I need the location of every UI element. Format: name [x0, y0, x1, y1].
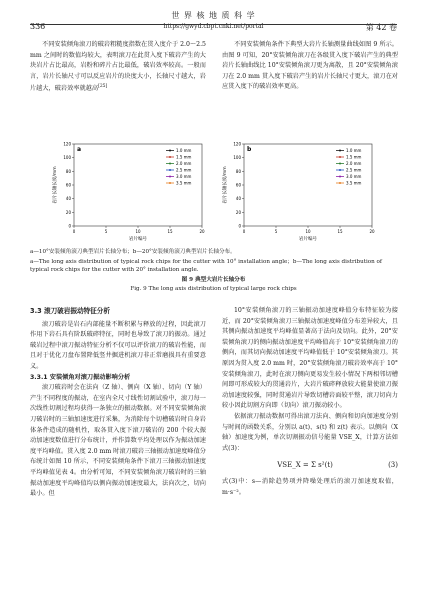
x-tick-label: 10	[135, 229, 141, 234]
legend-label: 3.0 mm	[176, 174, 192, 179]
y-axis-label: 岩片长轴长度/mm	[223, 166, 228, 204]
legend-label: 3.5 mm	[346, 180, 362, 186]
x-axis-label: 岩片编号	[299, 237, 317, 242]
legend-label: 1.0 mm	[346, 148, 362, 153]
formula-3	[222, 460, 398, 471]
y-tick-label: 60	[65, 182, 71, 188]
y-tick-label: 40	[65, 196, 71, 202]
legend-label: 3.5 mm	[176, 180, 192, 186]
journal-url[interactable]: https://gwyd.cbpt.cnki.net/portal	[163, 23, 264, 30]
legend-marker	[339, 182, 341, 184]
legend-marker	[169, 150, 171, 152]
header-rule	[30, 24, 397, 25]
legend-label: 3.0 mm	[346, 174, 362, 179]
formula-number: (3)	[388, 461, 398, 470]
x-axis-label: 岩片编号	[129, 237, 147, 242]
section-heading: 3.3 滚刀破岩振动特征分析	[30, 307, 110, 315]
section-paragraph-2: 滚刀破岩时会在法向（Z 轴）、侧向（X 轴）、切向（Y 轴）产生不同程度的振动，在室内全尺寸线性切割试验中，滚刀每一次线性切割过程均获得一条独立的振动数据。对不同安装倾角滚刀破岩时的三轴加速度进行采集，为消除每个切槽破岩时自身岩体条件造成的随机性，取各贯入度下滚刀破岩的 200 个较大振动加速度数值进行分布统计，并作算数平均处理以作为振动加速度平均峰值。贯入度 2.0 mm 时滚刀破岩三轴振动加速度峰值分布统计如图 10 所示，不同安装倾角条件下滚刀三轴振动加速度平均峰值见表 4。由分析可知，不同安装倾角滚刀破岩时的三轴振动加速度平均峰值均以侧向振动加速度最大，法向次之，切向最小。但	[30, 384, 206, 498]
formula-expression: VSE_X = Σ s²(t)	[277, 461, 333, 470]
figure-panel-b	[220, 138, 380, 248]
legend-marker	[339, 150, 341, 152]
legend-marker	[169, 182, 171, 184]
section-paragraph-5: 式(3)中：s—消除趋势项并降噪处理后的滚刀加速度取值，m·s⁻²。	[222, 477, 398, 496]
legend-marker	[339, 163, 341, 165]
figure-9	[50, 138, 380, 256]
y-tick-label: 0	[68, 223, 71, 229]
y-tick-label: 80	[235, 168, 241, 174]
page-number: 336	[30, 22, 46, 31]
y-tick-label: 100	[63, 155, 71, 161]
y-tick-label: 20	[65, 209, 71, 215]
x-tick-label: 0	[72, 229, 76, 234]
legend-marker	[169, 176, 171, 178]
x-tick-label: 5	[274, 229, 278, 234]
intro-right-column	[222, 40, 398, 93]
x-tick-label: 20	[199, 229, 205, 234]
x-tick-label: 15	[167, 229, 173, 234]
legend-marker	[339, 169, 341, 171]
subsection-heading: 3.3.1 安装倾角对滚刀振动影响分析	[30, 373, 131, 381]
figure-9-title-en: Fig. 9 The long axis distribution of typical large rock chips	[130, 286, 297, 292]
legend-marker	[169, 169, 171, 171]
legend-label: 1.0 mm	[176, 148, 192, 153]
x-tick-label: 0	[242, 229, 246, 234]
volume-label: 第 42 卷	[365, 23, 397, 32]
y-tick-label: 120	[233, 141, 241, 147]
legend-label: 2.5 mm	[346, 167, 362, 173]
y-tick-label: 0	[238, 223, 241, 229]
panel-letter: a	[77, 146, 82, 153]
legend-marker	[169, 163, 171, 165]
legend-label: 1.5 mm	[346, 154, 362, 160]
x-tick-label: 15	[337, 229, 343, 234]
journal-title: 世 界 核 地 质 科 学	[171, 11, 256, 20]
legend-label: 1.5 mm	[176, 154, 192, 160]
legend-label: 2.0 mm	[176, 161, 192, 166]
legend-marker	[339, 176, 341, 178]
y-tick-label: 40	[235, 196, 241, 202]
y-tick-label: 80	[65, 168, 71, 174]
x-tick-label: 5	[104, 229, 108, 234]
figure-9-subcaption-en: a—The long axis distribution of typical rock chips for the cutter with 10° installation angle；b—The long axis distribution of typical rock chips for the cutter with 20° installation angle.	[30, 259, 382, 273]
y-tick-label: 100	[233, 155, 241, 161]
section-paragraph-1: 滚刀破岩是岩石内部能量不断积累与释放的过程，因此滚刀作用下岩石具有阶跃破碎特征，同时也导致了滚刀的振动。通过破岩过程中滚刀振动特征分析不仅可以评价滚刀的破岩性能，而且对于优化刀盘布置降低竖井掘进机滚刀非正常磨损具有重要意义。	[30, 320, 206, 370]
panel-b-plot	[220, 138, 380, 248]
figure-9-subcaption-cn: a—10°安装倾角滚刀典型岩片长轴分布；b—20°安装倾角滚刀典型岩片长轴分布。	[30, 249, 236, 255]
intro-right-paragraph: 不同安装倾角条件下典型大岩片长轴测量曲线如图 9 所示。由图 9 可知，20°安装倾角滚刀在各级贯入度下破岩产生的典型岩片长轴曲线比 10°安装倾角滚刀更为离散，且 20°安装倾角滚刀在 2.0 mm 贯入度下破岩产生的岩片长轴尺寸更大，滚刀在对应贯入度下的破岩效率更高。	[222, 41, 398, 91]
legend-label: 2.0 mm	[346, 161, 362, 166]
x-tick-label: 10	[305, 229, 311, 234]
panel-letter: b	[247, 146, 252, 153]
running-header	[0, 10, 427, 40]
y-tick-label: 60	[235, 182, 241, 188]
y-axis-label: 岩片长轴长度/mm	[53, 166, 58, 204]
section-paragraph-3: 10°安装倾角滚刀的三轴振动加速度峰值分布特征较为接近，而 20°安装倾角滚刀三轴振动加速度峰值分布差异较大，且其侧向振动加速度平均峰值显著高于法向及切向。此外，20°安装倾角滚刀的侧向振动加速度平均峰值高于 10°安装倾角滚刀的侧向，而其切向振动加速度平均峰值低于 10°安装倾角滚刀。其原因为贯入度 2.0 mm 时，20°安装倾角滚刀破岩效率高于 10°安装倾角滚刀，此时在滚刀侧向更易发生较小情况下两相邻切槽间即可形成较大的贯通岩片，大岩片破碎释放较大能量使滚刀振动加速度较强，同时贯通岩片导致切槽岩面较平整，滚刀切向力较小因此切割方向即（切向）滚刀振动较小。	[222, 307, 398, 410]
section-left-column	[30, 300, 206, 500]
figure-panel-a	[50, 138, 210, 248]
section-paragraph-4: 依据滚刀振动数据可得出滚刀法向、侧向和切向加速度分别与时间的函数关系，分别以 a(t)、s(t) 和 z(t) 表示。以侧向（X 轴）加速度为例，单次切割振动信号能量 VSE_X，计算方法如式(3)：	[222, 412, 398, 452]
section-right-column	[222, 306, 398, 498]
panel-a-plot	[50, 138, 210, 248]
legend-marker	[169, 156, 171, 158]
x-tick-label: 20	[369, 229, 375, 234]
y-tick-label: 120	[63, 141, 71, 147]
y-tick-label: 20	[235, 209, 241, 215]
figure-9-title-cn: 图 9 典型大岩片长轴分布	[181, 277, 246, 283]
intro-left-paragraph: 不同安装倾角滚刀的破岩粗糙度指数在贯入度介于 2.0～2.5 mm 之间时的数值均较大，表明滚刀在此贯入度下破岩产生的大块岩片占比最高，岩粉和碎片占比最低，破岩效率较高。一般而言，岩片长轴尺寸可以反应岩片的块度大小，长轴尺寸越大，岩片越大，破岩效率就越高[25]	[30, 41, 206, 93]
legend-label: 2.5 mm	[176, 167, 192, 173]
intro-left-column	[30, 40, 206, 95]
legend-marker	[339, 156, 341, 158]
